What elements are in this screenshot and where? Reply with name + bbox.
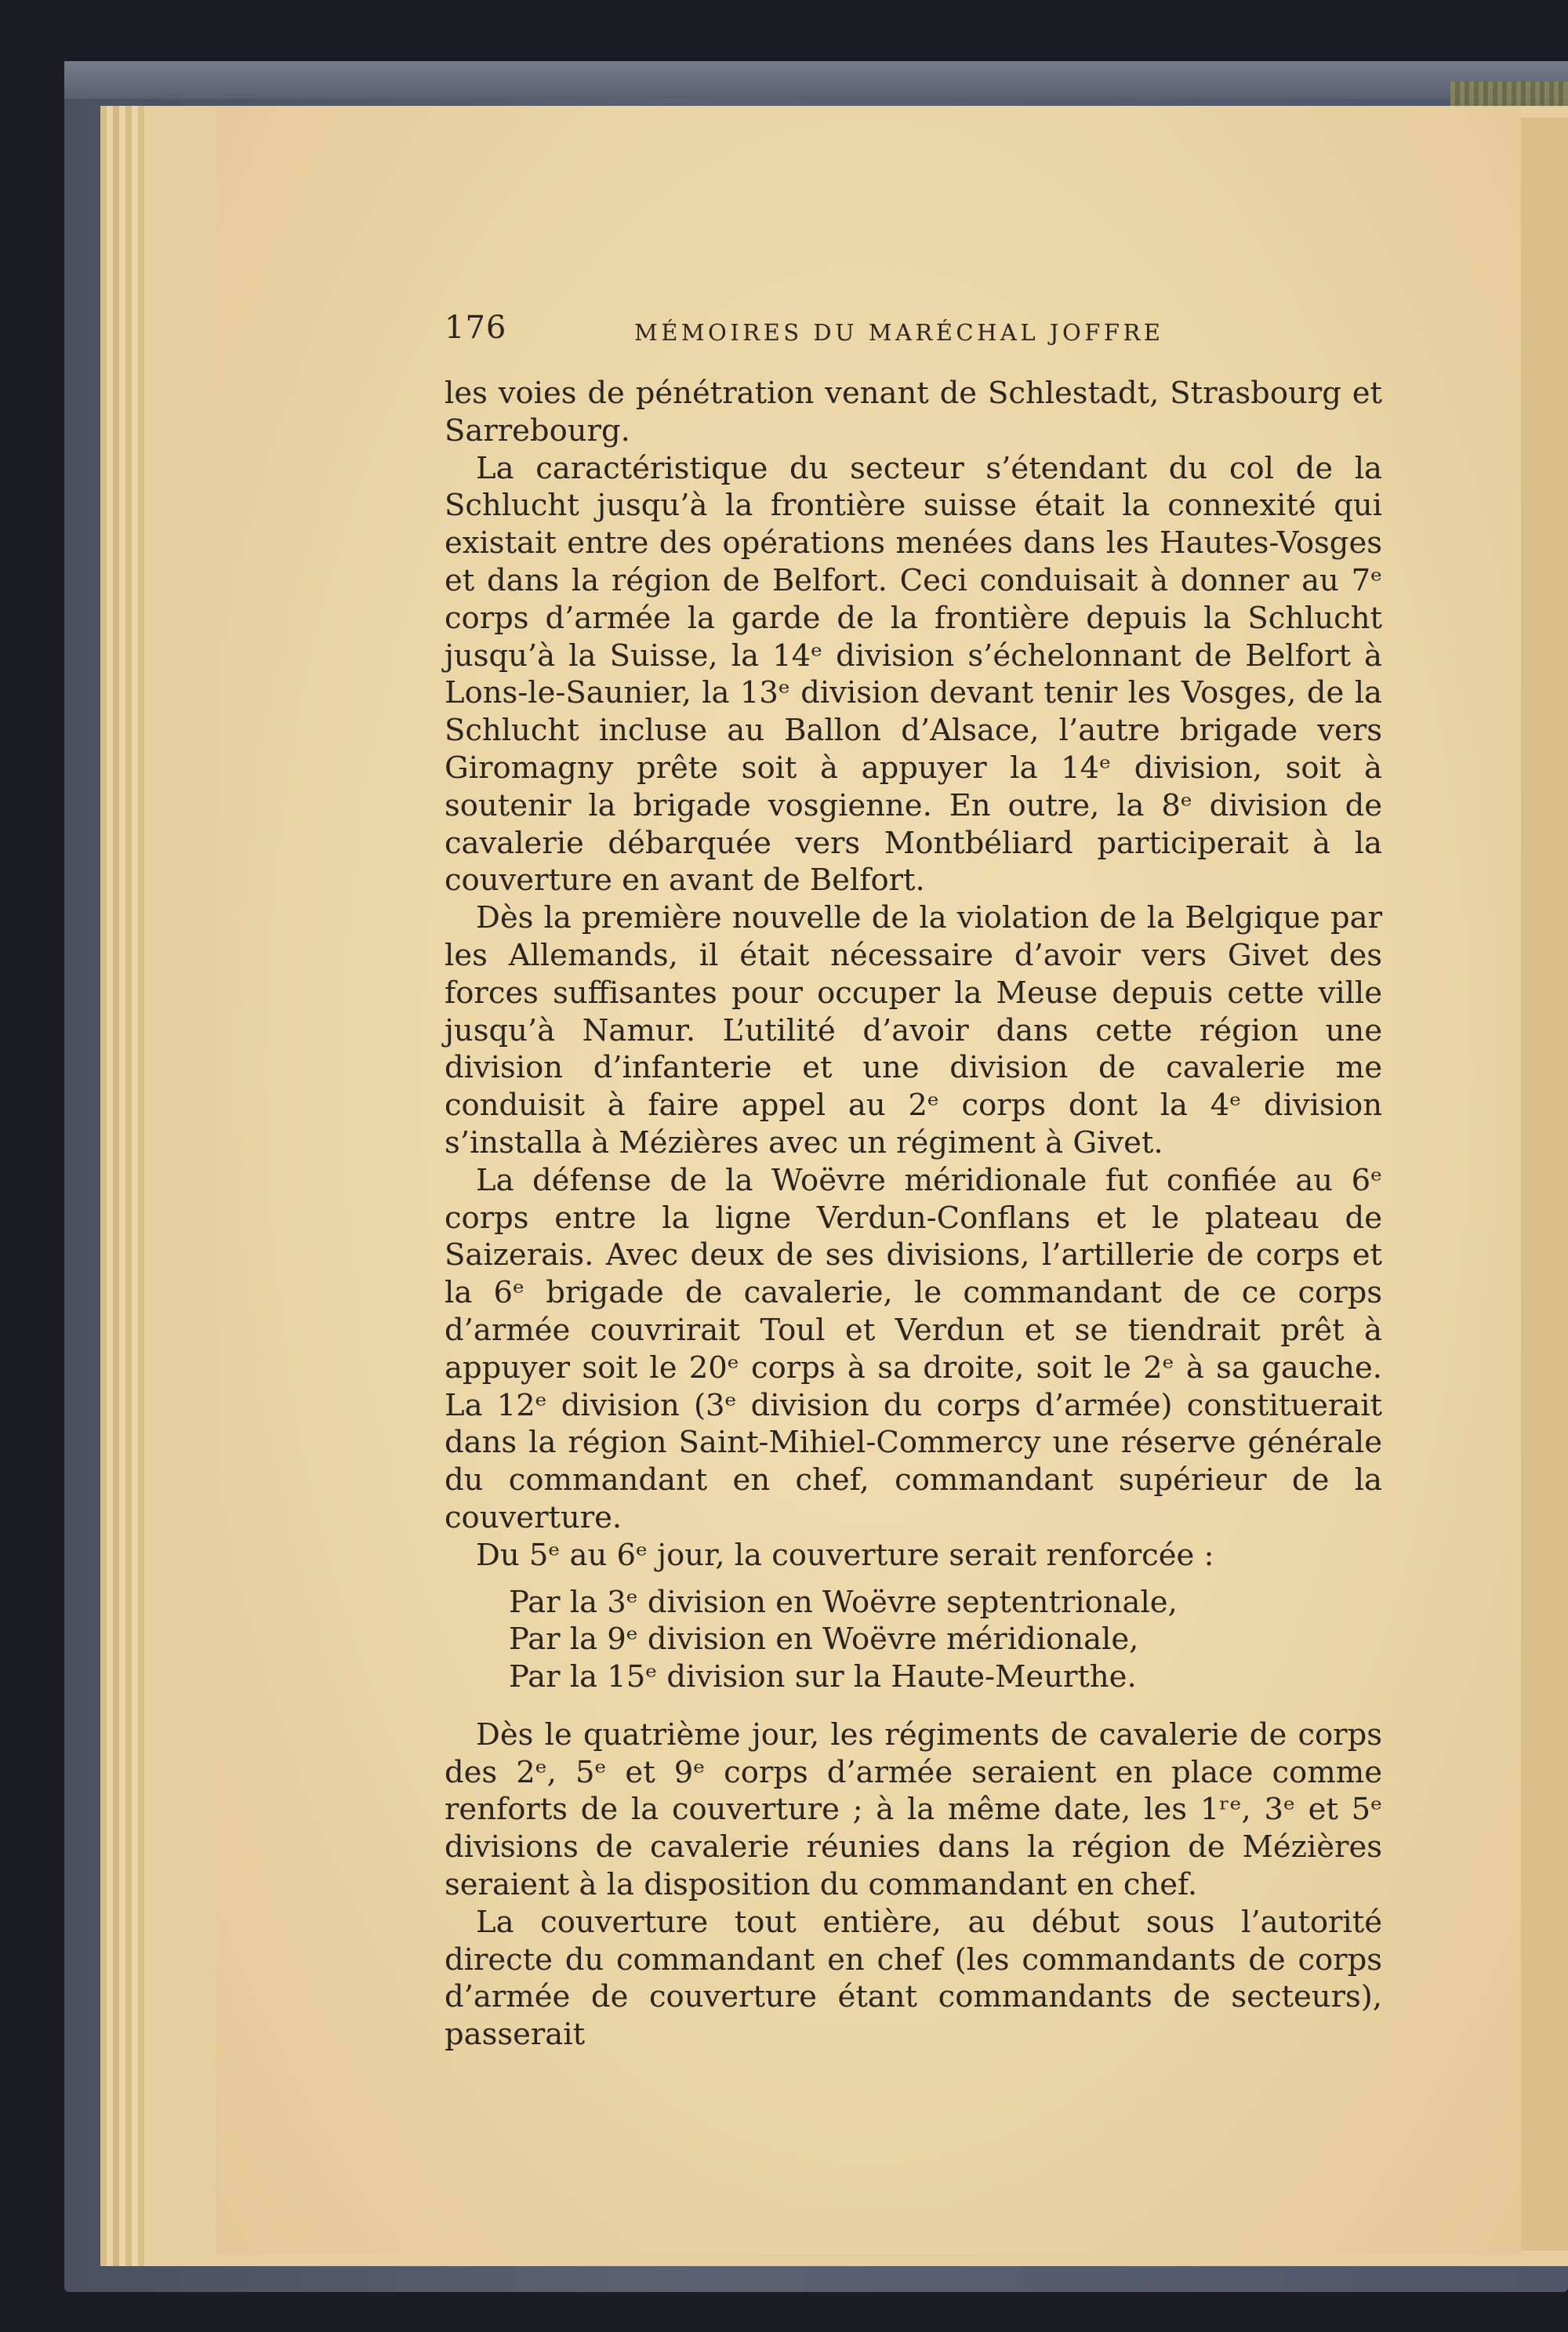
paragraph-3: Dès la première nouvelle de la violation de la Belgique par les Allemands, il était nécessaire d’avoir vers Givet des forces suffisantes pour occuper la Meuse depuis cette ville jusqu’à Namur. L’utilité d’avoir dans cette région une division d’infanterie et une division de cavalerie me conduisit à faire appel au 2ᵉ corps dont la 4ᵉ division s’installa à Mézières avec un régiment à Givet. [445, 900, 1382, 1161]
page-number: 176 [445, 310, 507, 346]
running-title: MÉMOIRES DU MARÉCHAL JOFFRE [634, 319, 1164, 346]
cover-top-edge [64, 61, 1568, 99]
paragraph-6: Dès le quatrième jour, les régiments de cavalerie de corps des 2ᵉ, 5ᵉ et 9ᵉ corps d’armée seraient en place comme renforts de la couverture ; à la même date, les 1ʳᵉ, 3ᵉ et 5ᵉ divisions de cavalerie réunies dans la région de Mézières seraient à la disposition du commandant en chef. [445, 1716, 1382, 1903]
reinforcement-list [509, 1584, 1382, 1696]
paragraph-2: La caractéristique du secteur s’étendant du col de la Schlucht jusqu’à la frontière suisse était la connexité qui existait entre des opérations menées dans les Hautes-Vosges et dans la région de Belfort. Ceci conduisait à donner au 7ᵉ corps d’armée la garde de la frontière depuis la Schlucht jusqu’à la Suisse, la 14ᵉ division s’échelonnant de Belfort à Lons-le-Saunier, la 13ᵉ division devant tenir les Vosges, de la Schlucht incluse au Ballon d’Alsace, l’autre brigade vers Giromagny prête soit à appuyer la 14ᵉ division, soit à soutenir la brigade vosgienne. En outre, la 8ᵉ division de cavalerie débarquée vers Montbéliard participerait à la couverture en avant de Belfort. [445, 450, 1382, 899]
list-item: Par la 3ᵉ division en Woëvre septentrionale, [509, 1584, 1178, 1620]
page-body [445, 375, 1382, 2054]
list-item: Par la 9ᵉ division en Woëvre méridionale, [509, 1622, 1139, 1658]
facing-page-edge [1521, 118, 1568, 2250]
paragraph-5: Du 5ᵉ au 6ᵉ jour, la couverture serait renforcée : [476, 1537, 1214, 1573]
paragraph-1: les voies de pénétration venant de Schlestadt, Strasbourg et Sarrebourg. [445, 376, 1382, 449]
list-item: Par la 15ᵉ division sur la Haute-Meurthe. [509, 1659, 1137, 1695]
paragraph-4: La défense de la Woëvre méridionale fut confiée au 6ᵉ corps entre la ligne Verdun-Conflans et le plateau de Saizerais. Avec deux de ses divisions, l’artillerie de corps et la 6ᵉ brigade de cavalerie, le commandant de ce corps d’armée couvrirait Toul et Verdun et se tiendrait prêt à appuyer soit le 20ᵉ corps à sa droite, soit le 2ᵉ à sa gauche. La 12ᵉ division (3ᵉ division du corps d’armée) constituerait dans la région Saint-Mihiel-Commercy une réserve générale du commandant en chef, commandant supérieur de la couverture. [445, 1162, 1382, 1535]
page-header [445, 310, 1385, 349]
paragraph-7: La couverture tout entière, au début sous l’autorité directe du commandant en chef (les commandants de corps d’armée de couverture étant commandants de secteurs), passerait [445, 1904, 1382, 2053]
